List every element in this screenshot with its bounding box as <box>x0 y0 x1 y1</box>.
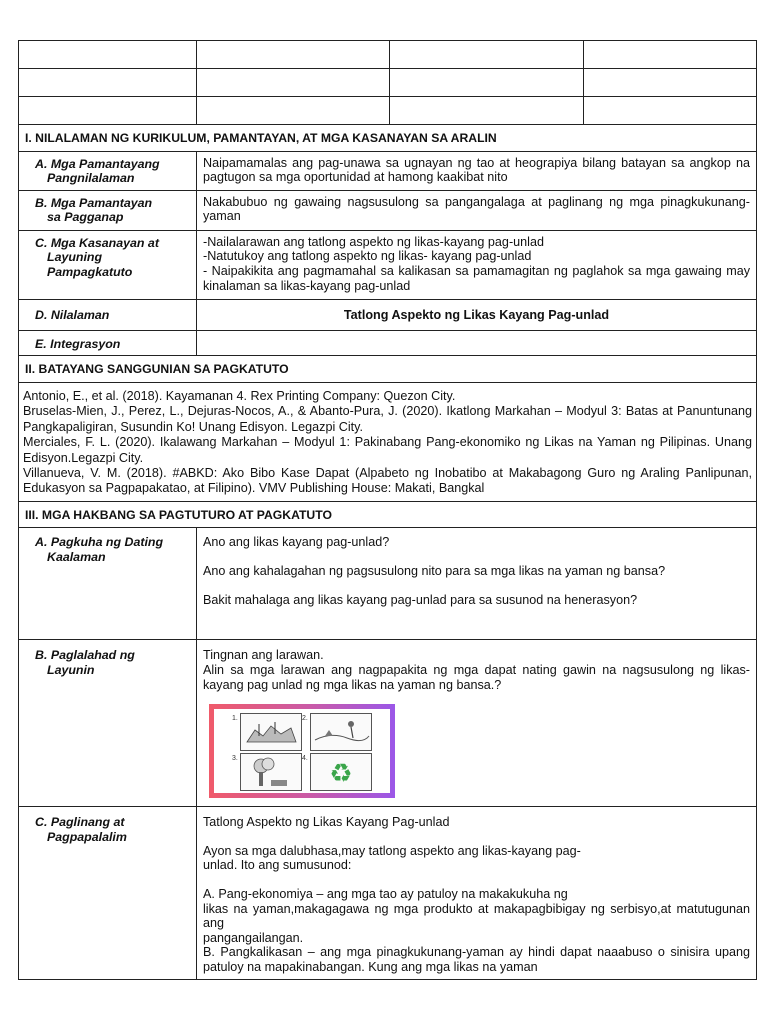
row-development: C. Paglinang at Pagpapalalim Tatlong Aspekto ng Likas Kayang Pag-unlad Ayon sa mga dalubhasa,may tatlong aspekto ang likas-kayang pag- unlad. Ito ang sumusunod: A. Pang-ekonomiya – ang mga tao ay patuloy na makakukuha ng likas na yaman,makagagawa ng mga produkto at makapagbibigay ng serbisyo,at matutugunan ang pangangailangan. B. Pangkalikasan – ang mga pinagkukunang-yaman ay hindi dapat naaabuso o sinisira upang patuloy na mapakinabangan. Kung ang mga likas na yaman <box>19 807 757 980</box>
reference-item: Bruselas-Mien, J., Perez, L., Dejuras-Nocos, A., & Abanto-Pura, J. (2020). Ikatlong Markahan – Modyul 3: Batas at Panuntunang Pangkapaligiran, Susundin Ko! Unang Edisyon. Legazpi City. <box>23 404 752 434</box>
row-references <box>19 382 757 501</box>
blank-row <box>19 97 757 125</box>
section-header-steps: III. MGA HAKBANG SA PAGTUTURO AT PAGKATUTO <box>19 501 757 528</box>
lesson-plan-page <box>18 40 756 984</box>
row-label: A. Mga Pamantayang Pangnilalaman <box>19 151 197 190</box>
row-content-standards: A. Mga Pamantayang Pangnilalaman Naipamamalas ang pag-unawa sa ugnayan ng tao at heograpiya bilang batayan sa angkop na pagtugon sa mga oportunidad at hamong kaakibat nito <box>19 151 757 190</box>
row-label: A. Pagkuha ng Dating Kaalaman <box>19 528 197 640</box>
row-label: B. Paglalahad ng Layunin <box>19 640 197 807</box>
factory-smoke-picture: 3. <box>240 753 302 791</box>
svg-text:♻: ♻ <box>329 759 353 790</box>
row-performance-standards: B. Mga Pamantayan sa Pagganap Nakabubuo ng gawaing nagsusulong sa pangangalaga at paglinang ng mga pinagkukunang-yaman <box>19 190 757 230</box>
section-header-references: II. BATAYANG SANGGUNIAN SA PAGKATUTO <box>19 356 757 383</box>
reference-item: Antonio, E., et al. (2018). Kayamanan 4. Rex Printing Company: Quezon City. <box>23 388 456 403</box>
row-label: C. Paglinang at Pagpapalalim <box>19 807 197 980</box>
row-integration: E. Integrasyon <box>19 330 757 356</box>
row-label: C. Mga Kasanayan at Layuning Pampagkatuto <box>19 230 197 299</box>
reference-item: Merciales, F. L. (2020). Ikalawang Markahan – Modyul 1: Pakinabang Pang-ekonomiko ng Likas na Yaman ng Pilipinas. Unang Edisyon.Legazpi City. <box>23 435 752 465</box>
tree-planting-picture: 2. <box>310 713 372 751</box>
row-objectives: B. Paglalahad ng Layunin Tingnan ang larawan. Alin sa mga larawan ang nagpapakita ng mga dapat nating gawin na nagsusulong ng likas-kayang pag unlad ng mga likas na yaman ng bansa.? 1. 2. 3. 4. ♻ <box>19 640 757 807</box>
section-header-curriculum: I. NILALAMAN NG KURIKULUM, PAMANTAYAN, AT MGA KASANAYAN SA ARALIN <box>19 125 757 152</box>
blank-row <box>19 69 757 97</box>
reference-item: Villanueva, V. M. (2018). #ABKD: Ako Bibo Kase Dapat (Alpabeto ng Inobatibo at Makabagong Guro ng Araling Panlipunan, Edukasyon sa Pagpapakatao, at Filipino). VMV Publishing House: Makati, Bangkal <box>23 466 752 496</box>
lesson-plan-table <box>18 40 757 980</box>
row-label: B. Mga Pamantayan sa Pagganap <box>19 190 197 230</box>
recycle-picture: 4. ♻ <box>310 753 372 791</box>
blank-row <box>19 41 757 69</box>
activity-image <box>209 704 395 798</box>
row-content: D. Nilalaman Tatlong Aspekto ng Likas Kayang Pag-unlad <box>19 299 757 330</box>
row-learning-competencies: C. Mga Kasanayan at Layuning Pampagkatuto -Nailalarawan ang tatlong aspekto ng likas-kayang pag-unlad -Natutukoy ang tatlong aspekto ng likas- kayang pag-unlad - Naipakikita ang pagmamahal sa kalikasan sa pamamagitan ng paglahok sa mga gawaing may kinalaman sa likas-kayang pag-unlad <box>19 230 757 299</box>
row-prior-knowledge: A. Pagkuha ng Dating Kaalaman Ano ang likas kayang pag-unlad? Ano ang kahalagahan ng pagsusulong nito para sa mga likas na yaman ng bansa? Bakit mahalaga ang likas kayang pag-unlad para sa susunod na henerasyon? <box>19 528 757 640</box>
landfill-picture: 1. <box>240 713 302 751</box>
